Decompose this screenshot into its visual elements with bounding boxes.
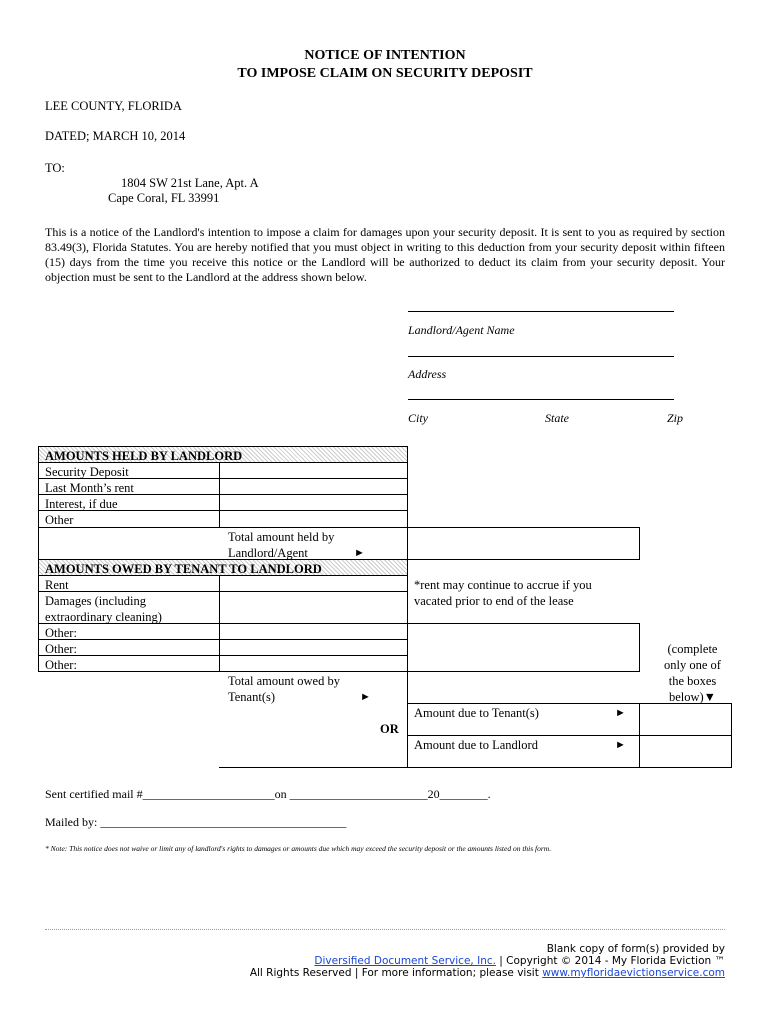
owed-input-rent[interactable] [220, 576, 407, 591]
total-owed-arrow-icon: ► [360, 691, 371, 703]
held-input-security-deposit[interactable] [220, 463, 407, 478]
zip-label: Zip [667, 411, 684, 425]
certified-mail-line[interactable]: Sent certified mail #______________________on _______________________20________. [45, 787, 491, 801]
total-owed-label-line2: Tenant(s) [228, 690, 276, 704]
due-landlord-label: Amount due to Landlord [414, 738, 538, 752]
form-title-line2: TO IMPOSE CLAIM ON SECURITY DEPOSIT [237, 66, 533, 81]
held-input-interest[interactable] [220, 495, 407, 510]
footer-line2 [314, 955, 725, 967]
website-link[interactable]: www.myfloridaevictionservice.com [542, 967, 725, 979]
owed-input-other-3[interactable] [220, 656, 407, 671]
owed-heading: AMOUNTS OWED BY TENANT TO LANDLORD [45, 562, 322, 576]
held-input-last-months-rent[interactable] [220, 479, 407, 494]
city-state-zip-line[interactable] [408, 399, 674, 400]
owed-row-other-3: Other: [45, 658, 77, 672]
owed-row-damages-line2: extraordinary cleaning) [45, 610, 162, 624]
owed-row-rent: Rent [45, 578, 69, 592]
notice-paragraph: This is a notice of the Landlord's intention to impose a claim for damages upon your security deposit. It is sent to you as required by section 83.49(3), Florida Statutes. You are hereby notified that you must object in writing to this deduction from your security deposit within fifteen (15) days from the time you receive this notice or the Landlord will be authorized to deduct its claim from your security deposit. Your objection must be sent to the Landlord at the address shown below. [45, 225, 725, 284]
held-row-last-months-rent: Last Month’s rent [45, 481, 134, 495]
complete-instruction-line1: (complete [667, 642, 718, 656]
complete-instruction-line2: only one of [664, 658, 721, 672]
mailed-by-line[interactable]: Mailed by: _________________________________________ [45, 815, 347, 829]
total-held-input[interactable] [408, 528, 639, 559]
owed-input-other-1[interactable] [220, 624, 407, 639]
total-owed-input[interactable] [408, 625, 639, 671]
held-row-interest: Interest, if due [45, 497, 118, 511]
complete-instruction-line3: the boxes [668, 674, 717, 688]
footer-line1: Blank copy of form(s) provided by [546, 943, 725, 955]
owed-row-other-2: Other: [45, 642, 77, 656]
due-tenant-arrow-icon: ► [615, 707, 626, 719]
form-title-line1: NOTICE OF INTENTION [304, 48, 466, 63]
complete-instruction-line4: below)▼ [668, 690, 717, 704]
owed-row-other-1: Other: [45, 626, 77, 640]
recipient-address-line1: 1804 SW 21st Lane, Apt. A [121, 176, 259, 190]
due-tenant-input[interactable] [640, 704, 731, 735]
footer-divider [45, 929, 725, 930]
total-held-label-line1: Total amount held by [228, 530, 335, 544]
due-landlord-input[interactable] [640, 736, 731, 767]
disclaimer-note: * Note: This notice does not waive or limit any of landlord's rights to damages or amounts due which may exceed the security deposit or the amounts listed on this form. [45, 844, 552, 853]
landlord-name-label: Landlord/Agent Name [408, 323, 515, 337]
city-label: City [408, 411, 428, 425]
address-label: Address [408, 367, 447, 381]
rent-accrue-note-line1: *rent may continue to accrue if you [414, 578, 592, 592]
to-label: TO: [45, 161, 65, 175]
total-held-arrow-icon: ► [354, 547, 365, 559]
state-label: State [545, 411, 569, 425]
owed-input-other-2[interactable] [220, 640, 407, 655]
due-landlord-arrow-icon: ► [615, 739, 626, 751]
held-heading: AMOUNTS HELD BY LANDLORD [45, 449, 243, 463]
held-input-other[interactable] [220, 511, 407, 526]
recipient-address-line2: Cape Coral, FL 33991 [108, 191, 220, 205]
landlord-name-line[interactable] [408, 311, 674, 312]
held-row-security-deposit: Security Deposit [45, 465, 129, 479]
address-line[interactable] [408, 356, 674, 357]
held-row-other: Other [45, 513, 74, 527]
county-text: LEE COUNTY, FLORIDA [45, 99, 182, 113]
rent-accrue-note-line2: vacated prior to end of the lease [414, 594, 574, 608]
owed-row-damages-line1: Damages (including [45, 594, 147, 608]
owed-input-damages[interactable] [220, 592, 407, 623]
company-link[interactable]: Diversified Document Service, Inc. [314, 955, 496, 967]
footer-line3 [250, 967, 725, 979]
total-owed-label-line1: Total amount owed by [228, 674, 340, 688]
total-held-label-line2: Landlord/Agent [228, 546, 308, 560]
rights-text: All Rights Reserved | For more information; please visit [249, 967, 543, 979]
due-tenant-label: Amount due to Tenant(s) [414, 706, 539, 720]
copyright-text: | Copyright © 2014 - My Florida Eviction ™ [495, 955, 725, 967]
dated-text: DATED; MARCH 10, 2014 [45, 129, 186, 143]
or-label: OR [380, 722, 399, 736]
